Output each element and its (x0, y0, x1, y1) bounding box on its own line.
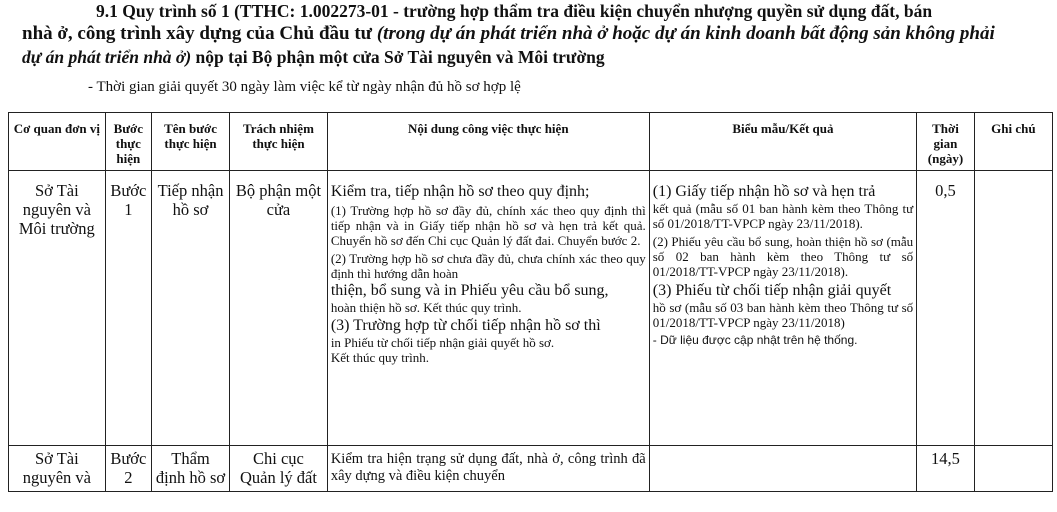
result-item-1: (1) Giấy tiếp nhận hồ sơ và hẹn trả kết quả (mẫu số 01 ban hành kèm theo Thông tư số 01/2018/TT-VPCP ngày 23/11/2018). (652, 183, 914, 231)
cell-step-name: Tiếp nhận hồ sơ (151, 171, 229, 446)
cell-result (649, 446, 916, 492)
cell-step-name: Thẩm định hồ sơ (151, 446, 229, 492)
cell-step: Bước 2 (105, 446, 151, 492)
document-heading (22, 0, 1052, 68)
table-row (9, 446, 1053, 492)
heading-line-3-italic: dự án phát triển nhà ở) (22, 47, 192, 67)
result-item-2: (2) Phiếu yêu cầu bổ sung, hoàn thiện hồ sơ (mẫu số 02 ban hành kèm theo Thông tư số 01/2018/TT-VPCP ngày 23/11/2018). (652, 234, 914, 279)
heading-line-2 (22, 22, 1052, 46)
cell-content (327, 171, 649, 446)
content-title: Kiểm tra, tiếp nhận hồ sơ theo quy định; (330, 183, 590, 200)
cell-responsible: Bộ phận một cửa (230, 171, 328, 446)
processing-time-note: - Thời gian giải quyết 30 ngày làm việc kể từ ngày nhận đủ hồ sơ hợp lệ (88, 79, 521, 95)
heading-line-2-bold: nhà ở, công trình xây dựng của Chủ đầu tư (22, 23, 377, 44)
heading-line-2-italic: (trong dự án phát triển nhà ở hoặc dự án kinh doanh bất động sản không phải (376, 23, 995, 44)
cell-agency: Sở Tài nguyên và (9, 446, 106, 492)
header-step-name: Tên bước thực hiện (151, 113, 229, 171)
heading-line-1: 9.1 Quy trình số 1 (TTHC: 1.002273-01 - trường hợp thẩm tra điều kiện chuyển nhượng quyền sử dụng đất, bán (96, 1, 933, 21)
cell-time: 0,5 (917, 171, 975, 446)
header-agency: Cơ quan đơn vị (9, 113, 106, 171)
cell-note (974, 171, 1052, 446)
cell-note (974, 446, 1052, 492)
result-note: - Dữ liệu được cập nhật trên hệ thống. (652, 333, 858, 347)
header-step: Bước thực hiện (105, 113, 151, 171)
cell-responsible: Chi cục Quản lý đất (230, 446, 328, 492)
cell-content: Kiểm tra hiện trạng sử dụng đất, nhà ở, công trình đã xây dựng và điều kiện chuyển (327, 446, 649, 492)
content-case-3: (3) Trường hợp từ chối tiếp nhận hồ sơ thì in Phiếu từ chối tiếp nhận giải quyết hồ sơ. Kết thúc quy trình. (330, 317, 601, 365)
content-case-1: (1) Trường hợp hồ sơ đầy đủ, chính xác theo quy định thì tiếp nhận và in Giấy tiếp nhận hồ sơ và hẹn trả kết quả. Chuyển hồ sơ đến Chi cục Quản lý đất đai. Chuyển bước 2. (330, 203, 646, 248)
table-row (9, 171, 1053, 446)
table-header-row (9, 113, 1053, 171)
result-item-3: (3) Phiếu từ chối tiếp nhận giải quyết hồ sơ (mẫu số 03 ban hành kèm theo Thông tư số 01/2018/TT-VPCP ngày 23/11/2018) (652, 282, 914, 330)
cell-time: 14,5 (917, 446, 975, 492)
cell-agency: Sở Tài nguyên và Môi trường (9, 171, 106, 446)
heading-line-3 (22, 46, 1052, 68)
content-case-2: (2) Trường hợp hồ sơ chưa đầy đủ, chưa chính xác theo quy định thì hướng dẫn hoàn thiện, bổ sung và in Phiếu yêu cầu bổ sung, hoàn thiện hồ sơ. Kết thúc quy trình. (330, 251, 646, 315)
header-content: Nội dung công việc thực hiện (327, 113, 649, 171)
cell-result (649, 171, 916, 446)
heading-line-3-bold: nộp tại Bộ phận một cửa Sở Tài nguyên và Môi trường (191, 47, 605, 67)
header-time: Thời gian (ngày) (917, 113, 975, 171)
header-responsible: Trách nhiệm thực hiện (230, 113, 328, 171)
header-note: Ghi chú (974, 113, 1052, 171)
procedure-table (8, 112, 1053, 492)
cell-step: Bước 1 (105, 171, 151, 446)
header-result: Biểu mẫu/Kết quả (649, 113, 916, 171)
